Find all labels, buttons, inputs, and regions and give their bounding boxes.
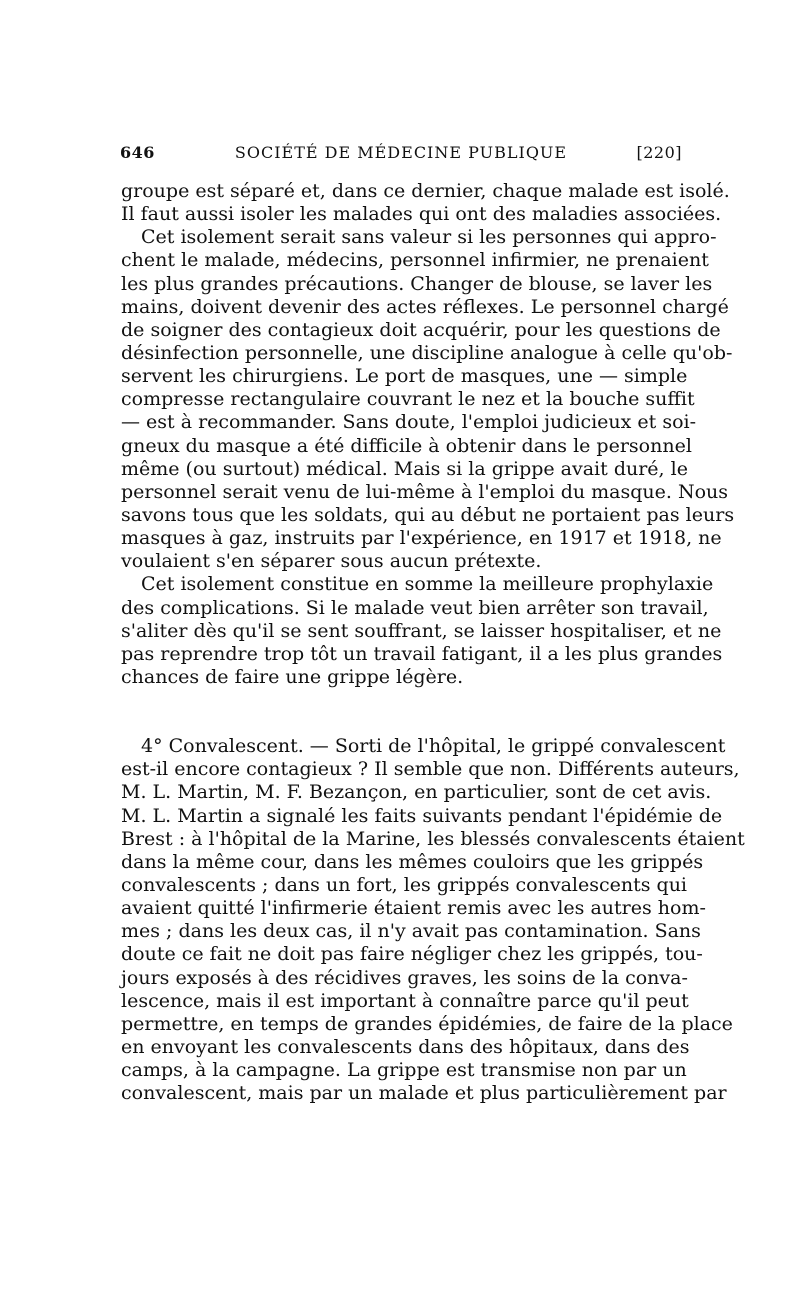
text-line: des complications. Si le malade veut bien arrêter son travail, xyxy=(121,596,709,619)
text-line: Il faut aussi isoler les malades qui ont des maladies associées. xyxy=(121,203,722,226)
section-reference: [220] xyxy=(636,143,682,162)
text-line: en envoyant les convalescents dans des hôpitaux, dans des xyxy=(121,1035,690,1058)
text-line: désinfection personnelle, une discipline analogue à celle qu'ob- xyxy=(121,341,733,364)
text-line: même (ou surtout) médical. Mais si la grippe avait duré, le xyxy=(121,457,688,480)
text-line: les plus grandes précautions. Changer de blouse, se laver les xyxy=(121,272,713,295)
running-title: SOCIÉTÉ DE MÉDECINE PUBLIQUE xyxy=(234,143,568,162)
page-number: 646 xyxy=(120,143,155,162)
text-line: compresse rectangulaire couvrant le nez et la bouche suffit xyxy=(121,388,695,411)
text-line: lescence, mais il est important à connaître parce qu'il peut xyxy=(121,989,689,1012)
text-line: chances de faire une grippe légère. xyxy=(121,665,464,688)
text-line: voulaient s'en séparer sous aucun prétexte. xyxy=(121,550,542,573)
text-line: convalescent, mais par un malade et plus particulièrement par xyxy=(121,1082,727,1105)
running-header xyxy=(120,143,682,169)
text-line: pas reprendre trop tôt un travail fatigant, il a les plus grandes xyxy=(121,642,723,665)
text-line: — est à recommander. Sans doute, l'emploi judicieux et soi- xyxy=(121,411,697,434)
text-line: chent le malade, médecins, personnel infirmier, ne prenaient xyxy=(121,249,709,272)
text-line: s'aliter dès qu'il se sent souffrant, se laisser hospitaliser, et ne xyxy=(121,619,722,642)
text-line: est-il encore contagieux ? Il semble que non. Différents auteurs, xyxy=(121,758,740,781)
section-gap xyxy=(121,689,683,735)
text-line: 4° Convalescent. — Sorti de l'hôpital, le grippé convalescent xyxy=(141,735,726,758)
text-line: M. L. Martin a signalé les faits suivants pendant l'épidémie de xyxy=(121,804,723,827)
text-line: Cet isolement serait sans valeur si les personnes qui appro- xyxy=(141,226,717,249)
text-line: personnel serait venu de lui-même à l'emploi du masque. Nous xyxy=(121,480,729,503)
text-line: mains, doivent devenir des actes réflexes. Le personnel chargé xyxy=(121,295,729,318)
text-line: servent les chirurgiens. Le port de masques, une — simple xyxy=(121,365,688,388)
text-line: Brest : à l'hôpital de la Marine, les blessés convalescents étaient xyxy=(121,827,745,850)
text-line: masques à gaz, instruits par l'expérience, en 1917 et 1918, ne xyxy=(121,527,722,550)
text-line: camps, à la campagne. La grippe est transmise non par un xyxy=(121,1059,687,1082)
text-line: doute ce fait ne doit pas faire négliger chez les grippés, tou- xyxy=(121,943,703,966)
text-line: savons tous que les soldats, qui au début ne portaient pas leurs xyxy=(121,503,735,526)
text-line: de soigner des contagieux doit acquérir, pour les questions de xyxy=(121,318,721,341)
text-line: groupe est séparé et, dans ce dernier, chaque malade est isolé. xyxy=(121,180,730,202)
text-line: gneux du masque a été difficile à obtenir dans le personnel xyxy=(121,434,692,457)
text-line: permettre, en temps de grandes épidémies, de faire de la place xyxy=(121,1012,733,1035)
text-line: dans la même cour, dans les mêmes couloirs que les grippés xyxy=(121,850,704,873)
text-line: M. L. Martin, M. F. Bezançon, en particulier, sont de cet avis. xyxy=(121,781,712,804)
text-line: mes ; dans les deux cas, il n'y avait pas contamination. Sans xyxy=(121,920,701,943)
text-line: convalescents ; dans un fort, les grippés convalescents qui xyxy=(121,873,688,896)
text-line: avaient quitté l'infirmerie étaient remis avec les autres hom- xyxy=(121,897,706,920)
text-line: Cet isolement constitue en somme la meilleure prophylaxie xyxy=(141,573,714,596)
body-text xyxy=(121,180,745,1105)
text-line: jours exposés à des récidives graves, les soins de la conva- xyxy=(121,966,688,989)
